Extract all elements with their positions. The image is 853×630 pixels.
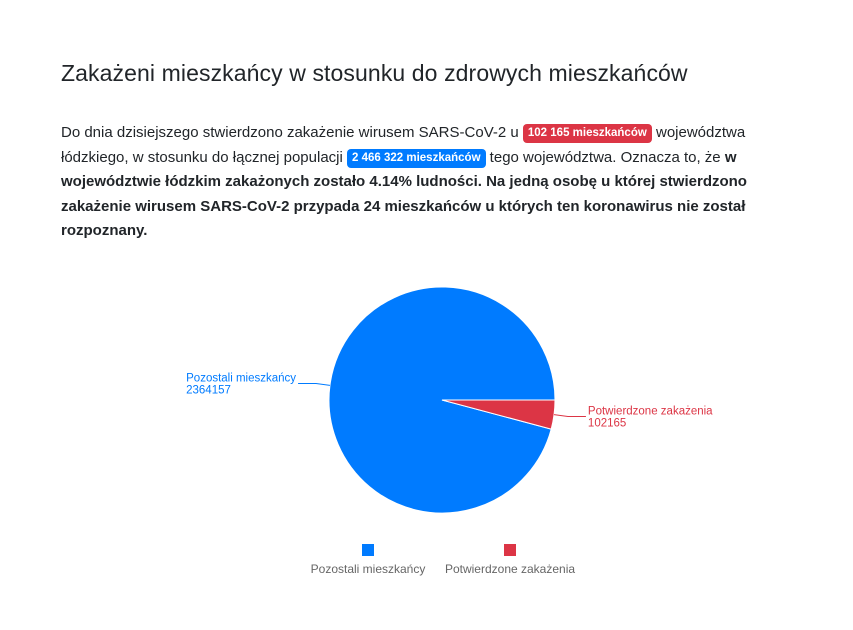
callout-line-potwierdzone-zakazenia (554, 415, 586, 417)
legend-label-potwierdzone-zakazenia[interactable]: Potwierdzone zakażenia (444, 562, 576, 576)
pie-slices (329, 287, 555, 513)
callout-label-pozostali-mieszkancy: Pozostali mieszkańcy (186, 372, 297, 385)
callout-label-potwierdzone-zakazenia: Potwierdzone zakażenia (587, 405, 713, 418)
legend-label-pozostali-mieszkancy[interactable]: Pozostali mieszkańcy (310, 562, 426, 576)
page-title: Zakażeni mieszkańcy w stosunku do zdrowych mieszkańców (61, 60, 688, 86)
population-count-badge: 2 466 322 mieszkańców (347, 149, 486, 168)
legend-swatch-pozostali-mieszkancy[interactable] (362, 544, 374, 556)
chart-legend (311, 544, 576, 576)
callout-value-pozostali-mieszkancy: 2364157 (186, 384, 231, 397)
description-text-1: Do dnia dzisiejszego stwierdzono zakażenie wirusem SARS-CoV-2 u (61, 124, 523, 141)
callout-value-potwierdzone-zakazenia: 102165 (587, 417, 627, 430)
description-text-2: województwa łódzkiego, w stosunku do łącznej populacji (61, 124, 746, 166)
callout-line-pozostali-mieszkancy (298, 384, 330, 386)
description-text-3: tego województwa. Oznacza to, że (485, 148, 725, 166)
description-bold-text: w województwie łódzkim zakażonych zostało 4.14% ludności. Na jedną osobę u której stwierdzono zakażenie wirusem SARS-CoV-2 przypada 24 mieszkańców u których ten koronawirus nie został rozpoznany. (61, 148, 747, 239)
legend-swatch-potwierdzone-zakazenia[interactable] (504, 544, 516, 556)
infected-count-badge: 102 165 mieszkańców (523, 124, 652, 143)
